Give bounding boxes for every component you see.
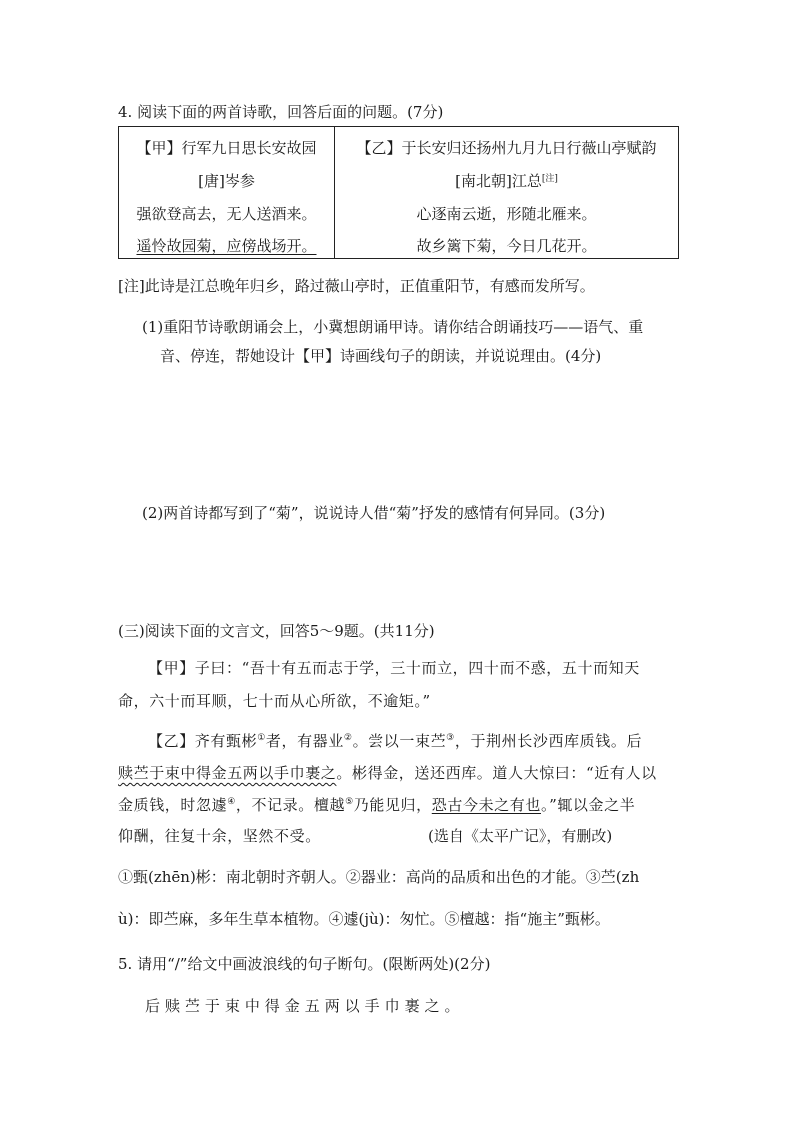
poem-note: [注]此诗是江总晚年归乡，路过薇山亭时，正值重阳节，有感而发所写。 xyxy=(118,277,595,295)
poem-a-column xyxy=(119,127,335,258)
q5-heading: 5. 请用“/”给文中画波浪线的句子断句。(限断两处)(2分) xyxy=(118,955,491,973)
poem-a-line2 xyxy=(119,235,334,256)
yi-text-line3 xyxy=(118,794,635,815)
poem-b-author: [南北朝]江总 xyxy=(455,172,542,190)
gloss-line2: ù)：即苎麻，多年生草本植物。④遽(jù)：匆忙。⑤檀越：指“施主”甄彬。 xyxy=(118,910,610,928)
jia-text-line1: 【甲】子曰：“吾十有五而志于学，三十而立，四十而不惑，五十而知天 xyxy=(148,659,640,677)
yi-l3-c: 乃能见归， xyxy=(353,796,432,814)
q4-sub1-line2: 音、停连，帮她设计【甲】诗画线句子的朗读，并说说理由。(4分) xyxy=(160,347,602,365)
footnote-marker-1: ① xyxy=(257,733,266,743)
yi-l1-a: 【乙】齐有甄彬 xyxy=(148,732,258,750)
poem-a-title: 【甲】行军九日思长安故园 xyxy=(136,139,317,157)
poem-a-author: [唐]岑参 xyxy=(198,172,255,190)
footnote-marker-3: ③ xyxy=(446,733,455,743)
footnote-marker-4: ④ xyxy=(227,797,236,807)
underlined-sentence: 恐古今未之有也 xyxy=(431,796,541,814)
poem-b-column xyxy=(335,127,678,258)
poem-b-note-marker: [注] xyxy=(541,174,558,184)
footnote-marker-2: ② xyxy=(343,733,353,743)
gloss-line1: ①甄(zhēn)彬：南北朝时齐朝人。②器业：高尚的品质和出色的才能。③苎(zh xyxy=(118,868,640,886)
poem-comparison-table xyxy=(118,126,679,259)
yi-text-line2 xyxy=(118,762,657,783)
wavy-underlined-sentence: 赎苎于束中得金五两以手巾裹之 xyxy=(118,764,337,782)
poem-b-title: 【乙】于长安归还扬州九月九日行薇山亭赋韵 xyxy=(356,139,657,157)
poem-a-line1: 强欲登高去，无人送酒来。 xyxy=(136,205,317,223)
yi-l2-rest: 。彬得金，送还西库。道人大惊曰：“近有人以 xyxy=(336,764,657,782)
poem-b-line1: 心逐南云逝，形随北雁来。 xyxy=(416,205,597,223)
poem-b-author-line xyxy=(335,170,678,191)
q4-sub2: (2)两首诗都写到了“菊”，说说诗人借“菊”抒发的感情有何异同。(3分) xyxy=(142,504,606,522)
yi-l1-c: 。尝以一束苎 xyxy=(352,732,447,750)
section3-heading: (三)阅读下面的文言文，回答5～9题。(共11分) xyxy=(118,622,435,640)
poem-b-line2: 故乡篱下菊，今日几花开。 xyxy=(416,237,597,255)
q4-heading: 4. 阅读下面的两首诗歌，回答后面的问题。(7分) xyxy=(118,103,444,121)
yi-l3-a: 金质钱，时忽遽 xyxy=(118,796,228,814)
yi-text-line1 xyxy=(148,730,642,751)
footnote-marker-5: ⑤ xyxy=(345,797,354,807)
q4-sub1-line1: (1)重阳节诗歌朗诵会上，小冀想朗诵甲诗。请你结合朗诵技巧——语气、重 xyxy=(142,318,644,336)
yi-l1-b: 者，有器业 xyxy=(265,732,344,750)
q5-sentence: 后 赎 苎 于 束 中 得 金 五 两 以 手 巾 裹 之 。 xyxy=(145,997,461,1015)
jia-text-line2: 命，六十而耳顺，七十而从心所欲，不逾矩。” xyxy=(118,692,431,710)
source-citation: (选自《太平广记》，有删改) xyxy=(428,827,613,845)
yi-l3-b: ，不记录。檀越 xyxy=(235,796,346,814)
yi-l1-d: ，于荆州长沙西库质钱。后 xyxy=(454,732,643,750)
yi-l3-d: 。”辄以金之半 xyxy=(540,796,636,814)
yi-text-line4: 仰酬，往复十余，坚然不受。 xyxy=(118,827,321,845)
poem-a-line2-underlined: 遥怜故园菊，应傍战场开。 xyxy=(136,237,317,255)
